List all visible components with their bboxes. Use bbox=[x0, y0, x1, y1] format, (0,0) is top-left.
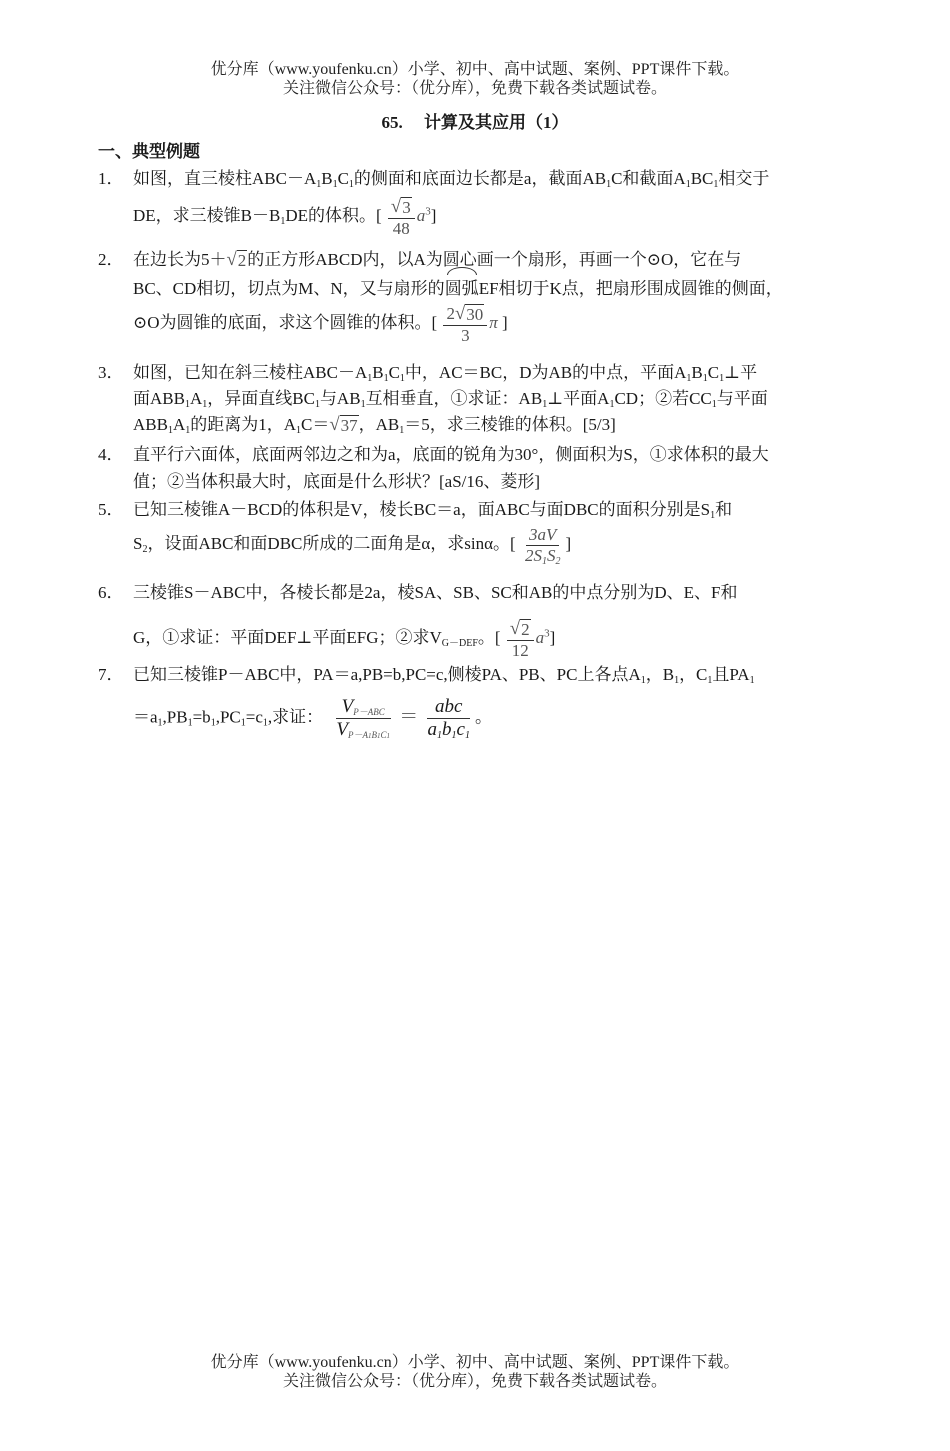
radical: √ 2 bbox=[226, 249, 247, 270]
problem-number: 1． bbox=[98, 169, 124, 188]
subscript: 1 bbox=[316, 179, 322, 190]
text: 中，AC＝BC，D为AB的中点，平面A bbox=[404, 363, 687, 382]
text: ⊥平 bbox=[724, 363, 758, 382]
banner-line-2: 关注微信公众号：（优分库），免费下载各类试题试卷。 bbox=[282, 1373, 667, 1390]
subscript: 1 bbox=[280, 215, 286, 227]
text: 和 bbox=[715, 500, 733, 519]
subscript: 1 bbox=[399, 425, 405, 436]
text: C和截面A bbox=[611, 169, 686, 188]
denominator: a bbox=[427, 718, 438, 740]
subscript: 1 bbox=[367, 731, 372, 740]
text: A bbox=[172, 415, 186, 434]
text: CD；②若CC bbox=[614, 389, 712, 408]
text: =c bbox=[245, 707, 263, 727]
subscript: 1 bbox=[686, 373, 692, 384]
equals-sign: ＝ bbox=[399, 706, 419, 728]
subscript: 1 bbox=[464, 729, 470, 741]
text: B bbox=[321, 169, 333, 188]
variable: V bbox=[336, 718, 348, 740]
subscript: 1 bbox=[386, 731, 390, 740]
denominator: 3 bbox=[461, 325, 470, 345]
text: BC bbox=[690, 169, 714, 188]
subscript: P－ABC bbox=[353, 707, 385, 717]
text: C＝ bbox=[301, 415, 330, 434]
answer-fraction bbox=[522, 525, 564, 565]
text: ] bbox=[565, 533, 572, 553]
radicand: 37 bbox=[340, 416, 358, 435]
denominator: c bbox=[456, 718, 465, 740]
radicand: 30 bbox=[466, 304, 484, 324]
numerator: abc bbox=[427, 696, 470, 719]
problem-7-line-2 bbox=[133, 696, 492, 741]
subscript: 1 bbox=[674, 675, 680, 686]
subscript: P－A bbox=[347, 729, 368, 740]
denominator: 12 bbox=[511, 640, 529, 660]
variable: a bbox=[535, 627, 545, 647]
subscript: 1 bbox=[360, 399, 366, 410]
problem-2-line-1 bbox=[133, 245, 741, 271]
subscript: 1 bbox=[240, 717, 246, 729]
subscript: 1 bbox=[711, 399, 717, 410]
exponent: 3 bbox=[544, 627, 550, 640]
text: ,PB bbox=[162, 707, 188, 727]
variable: a bbox=[416, 205, 426, 225]
problem-number: 4． bbox=[98, 445, 124, 464]
text: G，①求证：平面DEF⊥平面EFG；②求V bbox=[133, 627, 442, 647]
banner-line-1: 优分库（www.youfenku.cn）小学、初中、高中试题、案例、PPT课件下载。 bbox=[210, 61, 740, 78]
text: 互相垂直，①求证：AB bbox=[365, 389, 543, 408]
text: 在边长为5＋ bbox=[133, 250, 227, 269]
subscript: 1 bbox=[157, 717, 163, 729]
problem-number: 3． bbox=[98, 363, 124, 382]
text: 如图，已知在斜三棱柱ABC－A bbox=[133, 363, 368, 382]
answer-fraction: √ 3 48 bbox=[388, 196, 415, 238]
problem-number: 6． bbox=[98, 583, 124, 602]
subscript: 1 bbox=[707, 675, 713, 686]
subscript: 1 bbox=[541, 555, 547, 567]
subscript: 1 bbox=[749, 675, 755, 686]
text: 已知三棱锥A－BCD的体积是V，棱长BC＝a，面ABC与面DBC的面积分别是S bbox=[133, 500, 711, 519]
problem-7-line-1 bbox=[133, 660, 755, 685]
subscript: 1 bbox=[210, 717, 216, 729]
arc-symbol bbox=[445, 274, 479, 299]
subscript: B bbox=[371, 729, 377, 740]
problem-1-line-2 bbox=[133, 196, 436, 238]
subscript: 1 bbox=[296, 425, 302, 436]
subscript: 1 bbox=[348, 179, 354, 190]
page-title: 65. 计算及其应用（1） bbox=[381, 113, 569, 132]
text: C bbox=[388, 363, 400, 382]
text: ，AB bbox=[358, 415, 400, 434]
denominator: b bbox=[442, 718, 452, 740]
problem-6-line-1: 三棱锥S－ABC中，各棱长都是2a，棱SA、SB、SC和AB的中点分别为D、E、F和 bbox=[133, 583, 738, 602]
subscript: G－DEF bbox=[441, 637, 478, 649]
section-heading: 一、典型例题 bbox=[98, 142, 200, 161]
numerator: 3aV bbox=[526, 525, 559, 546]
text: DE，求三棱锥B－B bbox=[133, 205, 281, 225]
subscript: 1 bbox=[184, 399, 190, 410]
text: 与平面 bbox=[716, 389, 768, 408]
subscript: 1 bbox=[640, 675, 646, 686]
subscript: 1 bbox=[719, 373, 725, 384]
problem-number: 7． bbox=[98, 665, 124, 684]
problem-5-line-2 bbox=[133, 525, 571, 565]
problem-3-line-2 bbox=[133, 384, 768, 409]
text: ⊥平面A bbox=[547, 389, 610, 408]
numerator: 3 bbox=[402, 197, 411, 217]
radicand: 2 bbox=[237, 251, 247, 270]
coefficient: 2 bbox=[446, 304, 455, 323]
subscript: 1 bbox=[399, 373, 405, 384]
subscript: 1 bbox=[609, 399, 615, 410]
subscript: 2 bbox=[142, 543, 148, 555]
text: 圆弧 bbox=[444, 279, 479, 298]
radicand: 2 bbox=[521, 619, 530, 639]
subscript: 1 bbox=[367, 373, 373, 384]
problem-4-line-2: 值；②当体积最大时，底面是什么形状？[aS/16、菱形] bbox=[133, 472, 541, 491]
pi: π bbox=[489, 312, 498, 332]
problem-2-line-3 bbox=[133, 303, 508, 345]
text: ⊙O为圆锥的底面，求这个圆锥的体积。[ bbox=[133, 312, 438, 332]
subscript: 1 bbox=[383, 373, 389, 384]
text: C bbox=[707, 363, 720, 382]
subscript: 1 bbox=[702, 373, 708, 384]
text: 与AB bbox=[319, 389, 361, 408]
subscript: 1 bbox=[376, 731, 381, 740]
text: ，异面直线BC bbox=[207, 389, 315, 408]
subscript: 1 bbox=[606, 179, 612, 190]
text: BC、CD相切，切点为M、N，又与扇形的 bbox=[133, 279, 445, 298]
text: B bbox=[691, 363, 703, 382]
text: 。 bbox=[474, 707, 492, 727]
text: EF相切于K点，把扇形围成圆锥的侧面， bbox=[478, 279, 783, 298]
subscript: 1 bbox=[185, 425, 191, 436]
subscript: 1 bbox=[167, 425, 173, 436]
subscript: 1 bbox=[685, 179, 691, 190]
text: 且PA bbox=[712, 665, 750, 684]
text: ] bbox=[549, 627, 556, 647]
problem-1-line-1 bbox=[133, 164, 769, 189]
answer-fraction: √ 2 12 bbox=[507, 618, 534, 660]
text: 如图，直三棱柱ABC－A bbox=[133, 169, 317, 188]
subscript: 2 bbox=[555, 555, 561, 567]
subscript: 1 bbox=[202, 399, 208, 410]
text: 的距离为1，A bbox=[190, 415, 297, 434]
problem-6-line-2 bbox=[133, 618, 555, 660]
volume-ratio-fraction bbox=[333, 696, 393, 741]
problem-4-line-1: 直平行六面体，底面两邻边之和为a，底面的锐角为30°，侧面积为S，①求体积的最大 bbox=[133, 445, 769, 464]
subscript: 1 bbox=[314, 399, 320, 410]
banner-line-2: 关注微信公众号：（优分库），免费下载各类试题试卷。 bbox=[282, 80, 667, 97]
subscript: 1 bbox=[187, 717, 193, 729]
text: ABB bbox=[133, 415, 168, 434]
text: ＝a bbox=[133, 707, 158, 727]
denominator: 48 bbox=[392, 218, 410, 238]
subscript: 1 bbox=[437, 729, 443, 741]
problem-3-line-1 bbox=[133, 358, 757, 383]
text: C bbox=[337, 169, 349, 188]
text: 面ABB bbox=[133, 389, 185, 408]
result-fraction bbox=[425, 696, 473, 741]
text: A bbox=[189, 389, 203, 408]
problem-2-line-2 bbox=[133, 274, 783, 299]
problem-number: 5． bbox=[98, 500, 124, 519]
subscript: 1 bbox=[542, 399, 548, 410]
banner-line-1: 优分库（www.youfenku.cn）小学、初中、高中试题、案例、PPT课件下载。 bbox=[210, 1354, 740, 1371]
exponent: 3 bbox=[425, 205, 431, 218]
text: ] bbox=[501, 312, 508, 332]
text: ,求证： bbox=[267, 707, 324, 727]
text: =b bbox=[192, 707, 211, 727]
problem-3-line-3 bbox=[133, 410, 616, 436]
denominator: S bbox=[546, 545, 556, 565]
variable: V bbox=[341, 696, 354, 717]
text: B bbox=[372, 363, 384, 382]
text: 的正方形ABCD内，以A为圆心画一个扇形，再画一个⊙O，它在与 bbox=[247, 250, 742, 269]
subscript: 1 bbox=[262, 717, 268, 729]
text: 。[ bbox=[477, 627, 501, 647]
text: 的侧面和底面边长都是a，截面AB bbox=[353, 169, 607, 188]
text: ] bbox=[430, 205, 437, 225]
text: ,PC bbox=[215, 707, 241, 727]
subscript: C bbox=[380, 729, 387, 740]
subscript: 1 bbox=[710, 510, 716, 521]
bottom-banner bbox=[0, 1353, 950, 1391]
text: ，B bbox=[645, 665, 675, 684]
subscript: 1 bbox=[713, 179, 719, 190]
text: 已知三棱锥P－ABC中，PA＝a,PB=b,PC=c,侧棱PA、PB、PC上各点A bbox=[133, 665, 641, 684]
denominator: 2S bbox=[524, 545, 542, 565]
radical: √ 37 bbox=[329, 414, 358, 435]
answer-fraction: 2 √ 30 3 bbox=[443, 303, 487, 345]
top-banner bbox=[0, 60, 950, 98]
problem-number: 2． bbox=[98, 250, 124, 269]
text: DE的体积。[ bbox=[285, 205, 382, 225]
subscript: 1 bbox=[332, 179, 338, 190]
text: ，设面ABC和面DBC所成的二面角是α，求sinα。[ bbox=[147, 533, 516, 553]
text: ＝5，求三棱锥的体积。[5/3] bbox=[404, 415, 616, 434]
problem-5-line-1 bbox=[133, 495, 732, 520]
text: S bbox=[133, 533, 143, 553]
text: 相交于 bbox=[718, 169, 770, 188]
subscript: 1 bbox=[451, 729, 457, 741]
text: ，C bbox=[679, 665, 708, 684]
